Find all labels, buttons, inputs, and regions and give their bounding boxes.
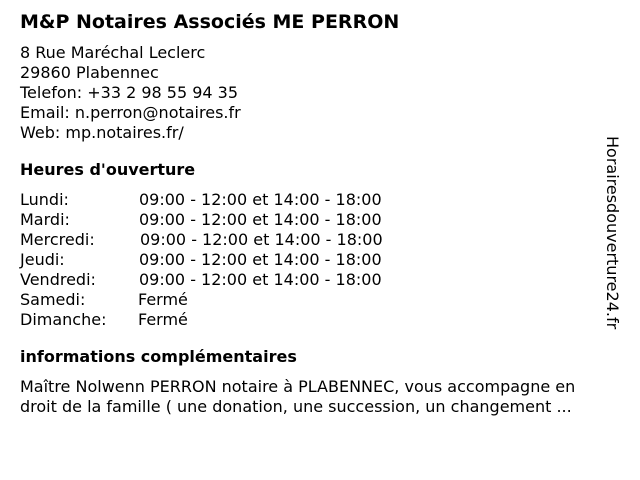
- info-line: Maître Nolwenn PERRON notaire à PLABENNEC, vous accompagne en: [20, 377, 576, 396]
- day-hours: 09:00 - 12:00 et 14:00 - 18:00: [139, 190, 382, 209]
- hours-row-monday: [20, 190, 620, 210]
- info-line: droit de la famille ( une donation, une succession, un changement ...: [20, 397, 572, 416]
- address-street: 8 Rue Maréchal Leclerc: [20, 43, 206, 62]
- day-hours: Fermé: [138, 290, 188, 309]
- day-label: Lundi:: [20, 190, 69, 209]
- email-address[interactable]: Email: n.perron@notaires.fr: [20, 103, 241, 122]
- day-label: Mercredi:: [20, 230, 95, 249]
- day-label: Samedi:: [20, 290, 86, 309]
- hours-row-saturday: [20, 290, 620, 310]
- hours-row-thursday: [20, 250, 620, 270]
- hours-row-friday: [20, 270, 620, 290]
- website-link[interactable]: Web: mp.notaires.fr/: [20, 123, 184, 142]
- business-card: [20, 10, 620, 417]
- day-label: Vendredi:: [20, 270, 96, 289]
- additional-info-text: [20, 377, 620, 417]
- hours-row-wednesday: [20, 230, 620, 250]
- day-label: Dimanche:: [20, 310, 107, 329]
- day-label: Mardi:: [20, 210, 70, 229]
- site-watermark: Horairesdouverture24.fr: [603, 136, 622, 330]
- address-city: 29860 Plabennec: [20, 63, 159, 82]
- day-hours: 09:00 - 12:00 et 14:00 - 18:00: [139, 210, 382, 229]
- day-label: Jeudi:: [20, 250, 65, 269]
- opening-hours-table: [20, 190, 620, 330]
- opening-hours-heading: Heures d'ouverture: [20, 160, 196, 179]
- business-name: M&P Notaires Associés ME PERRON: [20, 11, 400, 33]
- phone-number[interactable]: Telefon: +33 2 98 55 94 35: [20, 83, 239, 102]
- day-hours: 09:00 - 12:00 et 14:00 - 18:00: [139, 270, 382, 289]
- hours-row-sunday: [20, 310, 620, 330]
- hours-row-tuesday: [20, 210, 620, 230]
- contact-block: [20, 43, 620, 143]
- additional-info-heading: informations complémentaires: [20, 347, 297, 366]
- day-hours: Fermé: [138, 310, 188, 329]
- day-hours: 09:00 - 12:00 et 14:00 - 18:00: [140, 230, 383, 249]
- day-hours: 09:00 - 12:00 et 14:00 - 18:00: [139, 250, 382, 269]
